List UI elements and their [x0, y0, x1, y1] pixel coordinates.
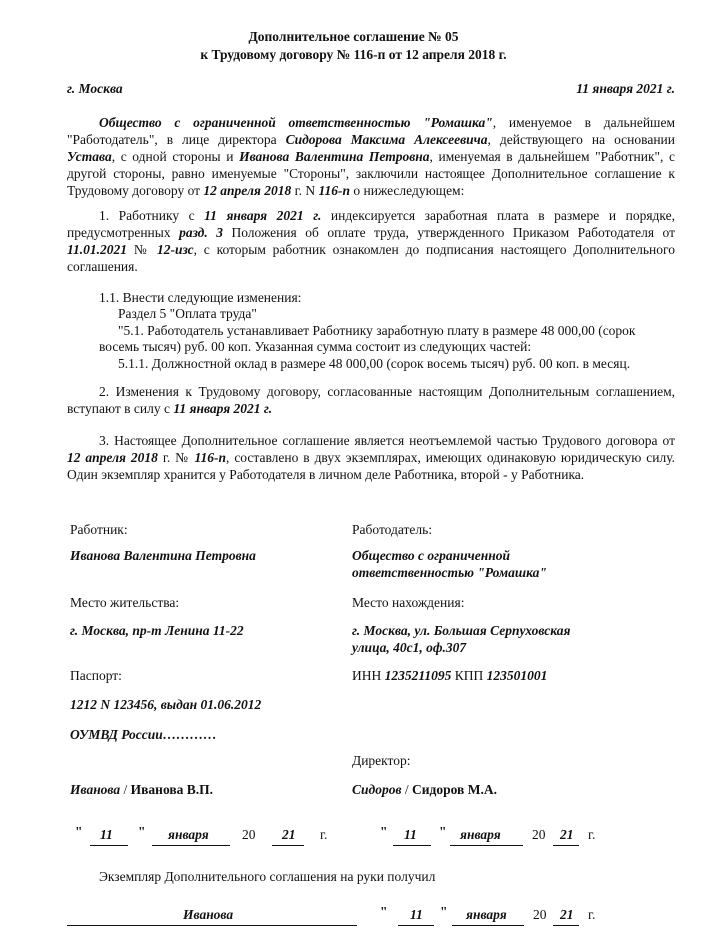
day-underline — [393, 845, 431, 846]
clause-text: № — [127, 242, 157, 257]
year-underline — [553, 925, 579, 926]
employer-name-line2: ответственностью "Ромашка" — [352, 565, 547, 580]
quote-close: " — [440, 904, 448, 919]
date-day: 11 — [404, 827, 417, 842]
employee-signature-line — [70, 781, 213, 798]
employer-signature-line — [352, 781, 497, 798]
date-g: г. — [320, 827, 328, 842]
director-name: Сидорова Максима Алексеевича — [285, 132, 488, 147]
month-underline — [152, 845, 230, 846]
clause-1-date: 11 января 2021 г. — [204, 208, 322, 223]
date-year: 21 — [560, 907, 574, 922]
quote-open: " — [75, 824, 83, 839]
date-century: 20 — [533, 907, 547, 922]
clause-text: 3. Настоящее Дополнительное соглашение является неотъемлемой частью Трудового договора от — [99, 433, 675, 448]
preamble-text: , именуемая в дальнейшем "Работник", с другой стороны, равно именуемые "Стороны", заключили настоящее Дополнительное соглашение к Трудовому договору от — [67, 149, 676, 198]
clause-5-1-line2: восемь тысяч) руб. 00 коп. Указанная сумма состоит из следующих частей: — [99, 339, 532, 354]
employee-signature-name: Иванова В.П. — [130, 782, 214, 797]
date-century: 20 — [532, 827, 546, 842]
preamble-text: г. N — [291, 183, 319, 198]
kpp-label: КПП — [451, 668, 487, 683]
clause-text: , составлено в двух экземплярах, имеющих одинаковую юридическую силу. Один экземпляр хранится у Работодателя в личном деле Работника, второй - у Работника. — [67, 450, 675, 482]
month-underline — [452, 925, 524, 926]
company-name: Общество с ограниченной ответственностью "Ромашка" — [99, 115, 493, 130]
day-underline — [398, 925, 434, 926]
employee-full-name: Иванова Валентина Петровна — [70, 548, 256, 563]
employee-name: Иванова Валентина Петровна — [239, 149, 430, 164]
date-month: января — [168, 827, 209, 842]
location-line1: г. Москва, ул. Большая Серпуховская — [352, 623, 571, 638]
employee-signature: Иванова — [70, 782, 121, 797]
date-g: г. — [588, 827, 596, 842]
date-g: г. — [588, 907, 596, 922]
receipt-signature: Иванова — [183, 907, 234, 922]
employer-label: Работодатель: — [352, 522, 433, 537]
clause-1-section: разд. 3 — [179, 225, 223, 240]
document-date: 11 января 2021 г. — [576, 81, 675, 96]
clause-1 — [67, 207, 675, 275]
clause-text: , с которым работник ознакомлен до подписания настоящего Дополнительного соглашения. — [67, 242, 675, 274]
location-line2: улица, 40с1, оф.307 — [352, 640, 467, 655]
preamble-text: , именуемое в дальнейшем "Работодатель", в лице директора — [67, 115, 675, 147]
clause-3-date: 12 апреля 2018 — [67, 450, 158, 465]
passport-number: 1212 N 123456, выдан 01.06.2012 — [70, 697, 262, 712]
residence-address: г. Москва, пр-т Ленина 11-22 — [70, 623, 244, 638]
clause-text: 2. Изменения к Трудовому договору, согласованные настоящим Дополнительным соглашением, вступают в силу с — [67, 384, 675, 416]
contract-date: 12 апреля 2018 — [203, 183, 292, 198]
order-date: 11.01.2021 — [67, 242, 128, 257]
date-month: января — [466, 907, 507, 922]
kpp-value: 123501001 — [486, 668, 548, 683]
quote-close: " — [439, 824, 447, 839]
preamble-text: , действующего на основании — [487, 132, 676, 147]
basis: Устава — [67, 149, 112, 164]
separator: / — [123, 782, 128, 797]
day-underline — [90, 845, 128, 846]
clause-5-1-line1: "5.1. Работодатель устанавливает Работнику заработную плату в размере 48 000,00 (сорок — [118, 323, 636, 338]
date-day: 11 — [100, 827, 113, 842]
passport-issuer: ОУМВД России………… — [70, 727, 217, 742]
date-day: 11 — [410, 907, 423, 922]
clause-1-1-heading: 1.1. Внести следующие изменения: — [99, 290, 302, 305]
clause-2-date: 11 января 2021 г. — [173, 401, 273, 416]
employer-signature: Сидоров — [352, 782, 402, 797]
city: г. Москва — [67, 81, 123, 96]
preamble — [67, 114, 675, 199]
residence-label: Место жительства: — [70, 595, 180, 610]
quote-open: " — [380, 824, 388, 839]
date-century: 20 — [242, 827, 256, 842]
preamble-text: о нижеследующем: — [350, 183, 465, 198]
section-title: Раздел 5 "Оплата труда" — [118, 306, 257, 321]
document-subtitle: к Трудовому договору № 116-п от 12 апреля 2018 г. — [200, 47, 507, 62]
inn-label: ИНН — [352, 668, 385, 683]
quote-open: " — [380, 904, 388, 919]
clause-2 — [67, 383, 675, 417]
year-underline — [553, 845, 579, 846]
preamble-text: , с одной стороны и — [111, 149, 240, 164]
passport-label: Паспорт: — [70, 668, 122, 683]
date-year: 21 — [282, 827, 296, 842]
employer-name-line1: Общество с ограниченной — [352, 548, 510, 563]
receipt-text: Экземпляр Дополнительного соглашения на руки получил — [99, 869, 436, 884]
date-year: 21 — [560, 827, 574, 842]
quote-close: " — [138, 824, 146, 839]
contract-number: 116-п — [318, 183, 350, 198]
month-underline — [450, 845, 523, 846]
date-month: января — [460, 827, 501, 842]
order-number: 12-изс — [156, 242, 194, 257]
clause-3-number: 116-п — [194, 450, 227, 465]
employer-signature-name: Сидоров М.А. — [412, 782, 497, 797]
separator: / — [404, 782, 409, 797]
clause-text: г. № — [157, 450, 195, 465]
inn-value: 1235211095 — [384, 668, 452, 683]
year-underline — [272, 845, 304, 846]
clause-text: Положения об оплате труда, утвержденного Приказом Работодателя от — [222, 225, 675, 240]
director-label: Директор: — [352, 753, 411, 768]
clause-text: 1. Работнику с — [99, 208, 205, 223]
receipt-signature-underline — [67, 925, 357, 926]
document-title: Дополнительное соглашение № 05 — [248, 29, 459, 44]
clause-3 — [67, 432, 675, 483]
clause-5-1-1: 5.1.1. Должностной оклад в размере 48 000,00 (сорок восемь тысяч) руб. 00 коп. в месяц. — [118, 356, 631, 371]
location-label: Место нахождения: — [352, 595, 465, 610]
employee-label: Работник: — [70, 522, 128, 537]
clause-text: индексируется заработная плата в размере и порядке, предусмотренных — [67, 208, 675, 240]
inn-kpp — [352, 667, 547, 684]
